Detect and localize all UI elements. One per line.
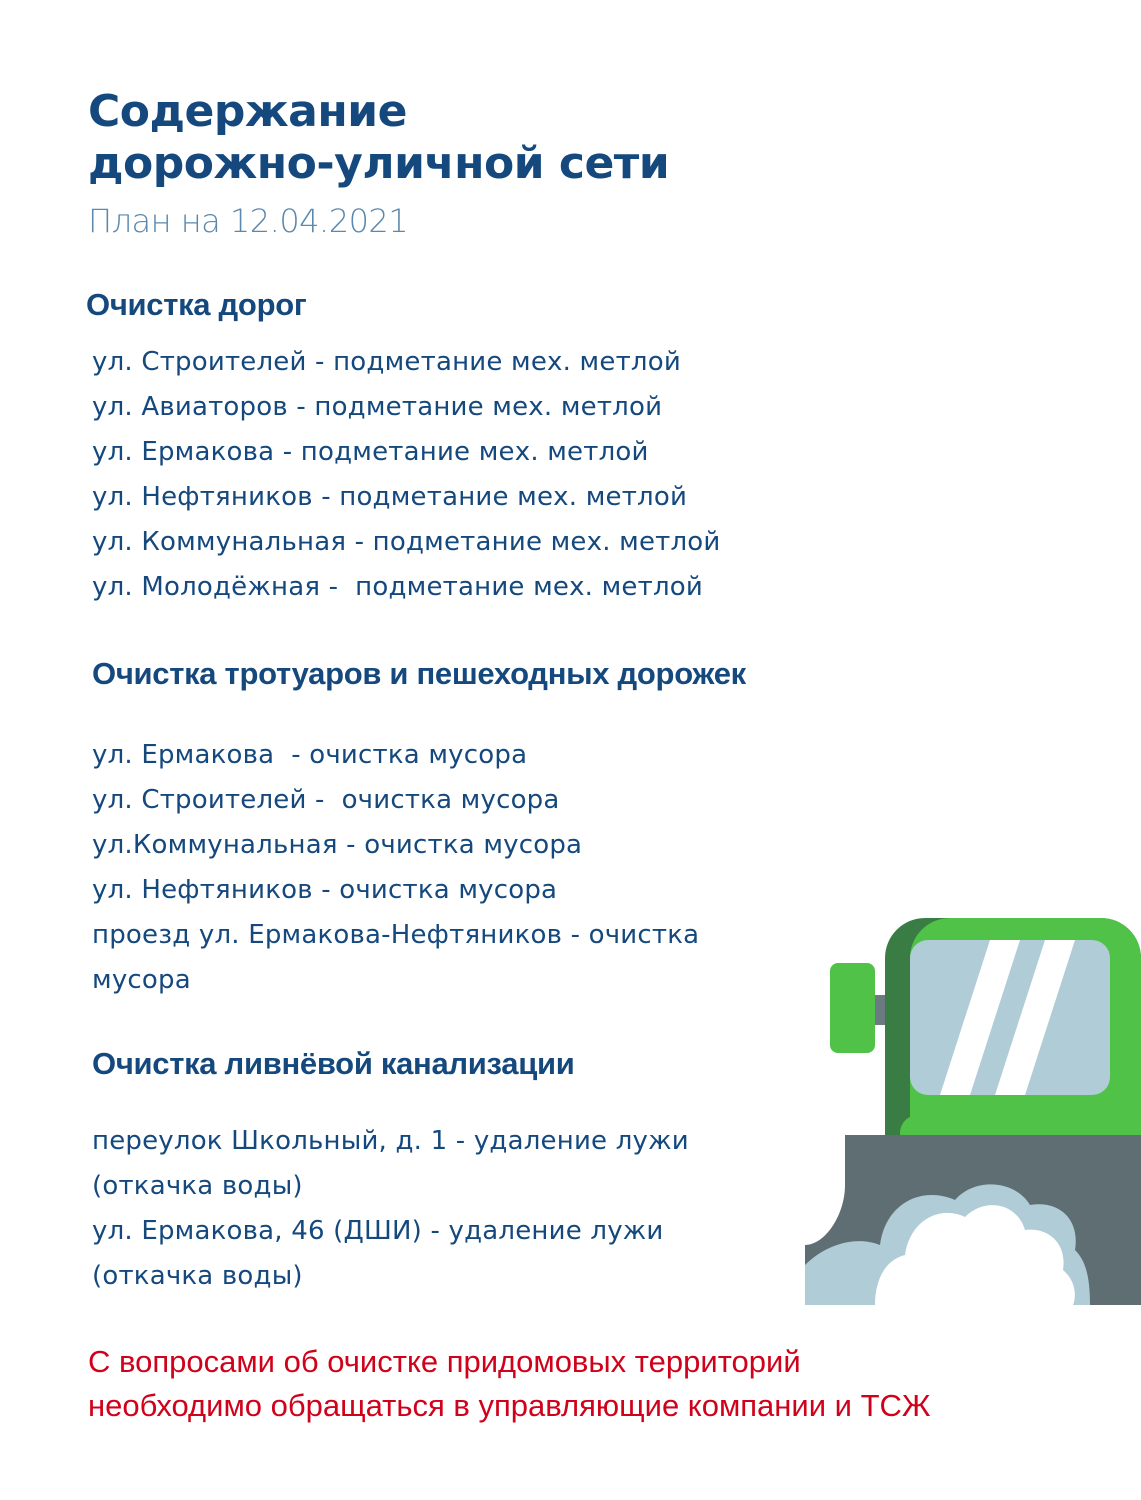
section-heading-sidewalks: Очистка тротуаров и пешеходных дорожек <box>92 656 746 691</box>
list-item: ул. Ермакова, 46 (ДШИ) - удаление лужи <box>92 1216 664 1246</box>
list-item: ул. Ермакова - подметание мех. метлой <box>92 437 649 467</box>
list-item: ул.Коммунальная - очистка мусора <box>92 830 583 860</box>
list-item: ул. Авиаторов - подметание мех. метлой <box>92 392 663 422</box>
contact-notice-line-1: С вопросами об очистке придомовых территорий <box>88 1344 801 1379</box>
snowplow-illustration <box>805 915 1141 1305</box>
stormwater-list <box>92 1119 689 1299</box>
list-item: ул. Строителей - подметание мех. метлой <box>92 347 681 377</box>
list-item: мусора <box>92 965 191 995</box>
contact-notice <box>88 1340 1128 1428</box>
roads-list <box>92 340 721 610</box>
list-item: (откачка воды) <box>92 1261 303 1291</box>
list-item: ул. Строителей - очистка мусора <box>92 785 560 815</box>
list-item: ул. Нефтяников - подметание мех. метлой <box>92 482 688 512</box>
page-title <box>88 86 848 190</box>
page-title-line-2: дорожно-уличной сети <box>88 138 670 189</box>
list-item: ул. Ермакова - очистка мусора <box>92 740 528 770</box>
sidewalks-list <box>92 733 699 1003</box>
snowplow-truck-icon <box>805 915 1141 1305</box>
list-item: ул. Нефтяников - очистка мусора <box>92 875 558 905</box>
list-item: (откачка воды) <box>92 1171 303 1201</box>
list-item: переулок Школьный, д. 1 - удаление лужи <box>92 1126 689 1156</box>
list-item: проезд ул. Ермакова-Нефтяников - очистка <box>92 920 700 950</box>
list-item: ул. Коммунальная - подметание мех. метлой <box>92 527 721 557</box>
page-title-line-1: Содержание <box>88 86 407 137</box>
plan-date-subtitle: План на 12.04.2021 <box>88 202 409 240</box>
section-heading-roads: Очистка дорог <box>86 287 307 322</box>
section-heading-stormwater: Очистка ливнёвой канализации <box>92 1046 575 1081</box>
contact-notice-line-2: необходимо обращаться в управляющие компании и ТСЖ <box>88 1388 931 1423</box>
list-item: ул. Молодёжная - подметание мех. метлой <box>92 572 703 602</box>
